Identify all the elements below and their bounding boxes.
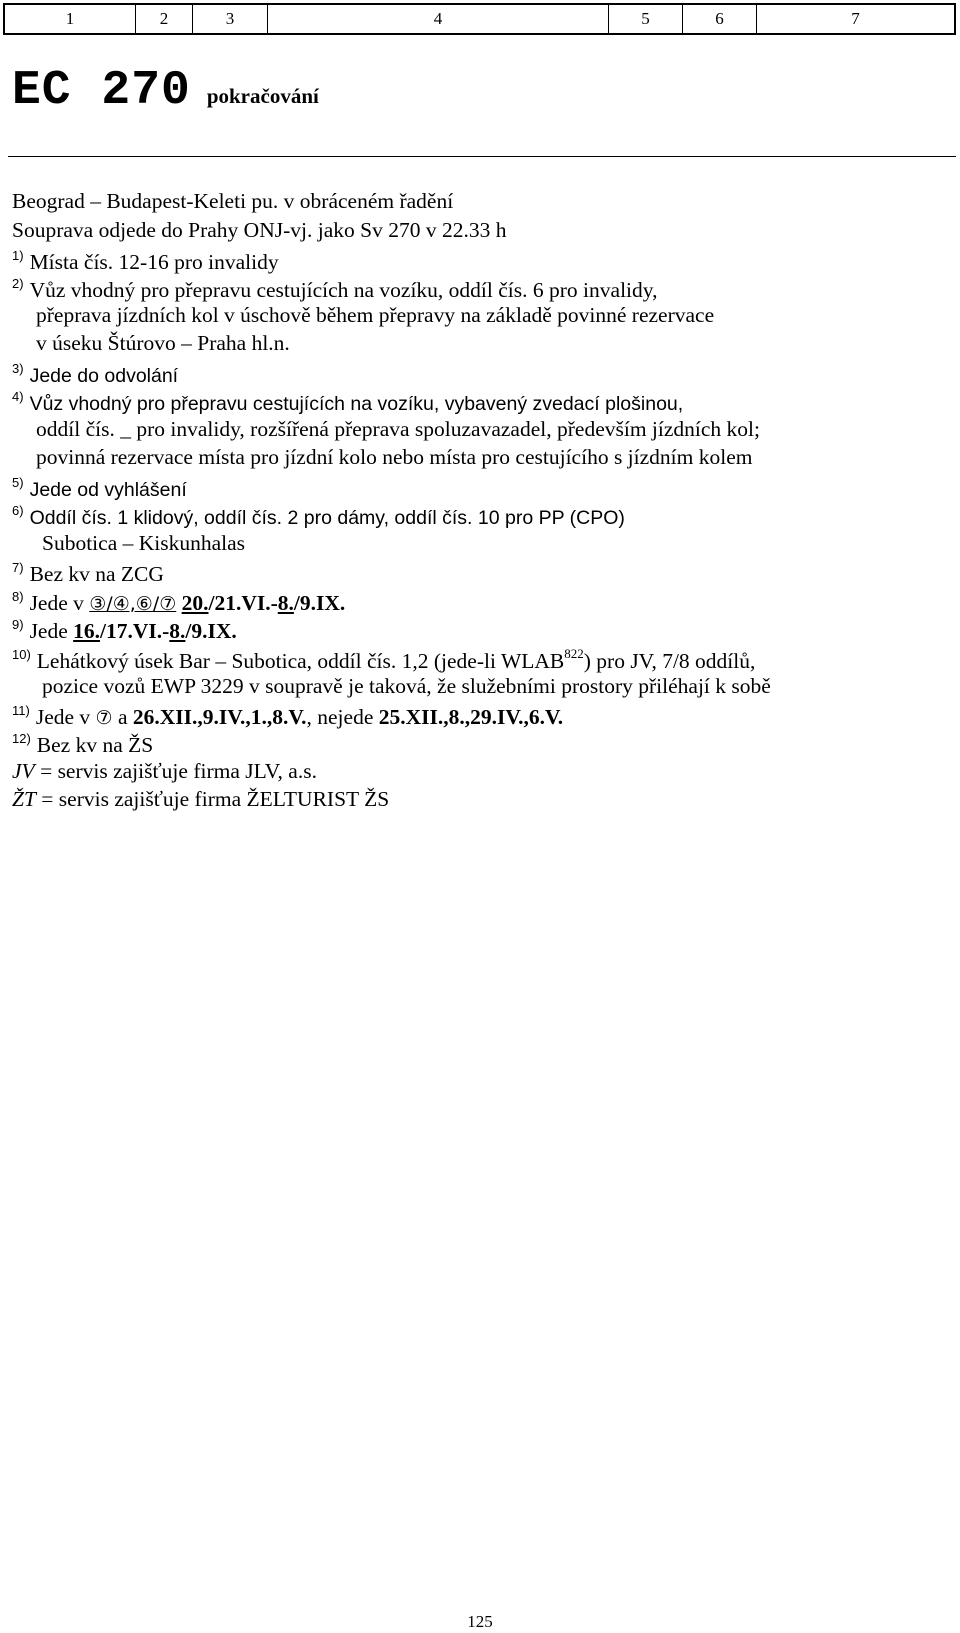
- note-3: [12, 362, 178, 387]
- column-header-7: 7: [851, 9, 860, 28]
- column-header-2: 2: [136, 5, 193, 33]
- column-header-row: [3, 3, 956, 35]
- note-8-mark: 8): [12, 589, 24, 604]
- train-code: EC 270: [12, 64, 191, 118]
- note-10: [12, 647, 755, 673]
- note-11-day-symbol: ⑦: [95, 707, 113, 729]
- note-12-text: Bez kv na ŽS: [36, 733, 154, 757]
- note-8-date-3: 8.: [277, 591, 294, 615]
- note-7-text: Bez kv na ZCG: [29, 562, 164, 586]
- note-8: [12, 590, 345, 615]
- zt-service-line: [12, 789, 389, 811]
- note-10-text-post: ) pro JV, 7/8 oddílů,: [583, 649, 756, 673]
- note-10-line-b: pozice vozů EWP 3229 v soupravě je taková, že služebními prostory přiléhají k sobě: [42, 674, 771, 698]
- note-9: [12, 618, 237, 643]
- note-12-mark: 12): [12, 731, 31, 746]
- note-9-prefix: Jede: [29, 619, 68, 643]
- jv-abbreviation: JV: [12, 759, 35, 783]
- note-11-prefix: Jede v: [35, 705, 91, 729]
- note-5-mark: 5): [12, 475, 24, 490]
- train-title: [12, 64, 319, 118]
- note-4-line-c: povinná rezervace místa pro jízdní kolo nebo místa pro cestujícího s jízdním kolem: [36, 445, 753, 469]
- zt-service-text: = servis zajišťuje firma ŽELTURIST ŽS: [35, 787, 390, 811]
- note-6-text-a: Oddíl čís. 1 klidový, oddíl čís. 2 pro dámy, oddíl čís. 10 pro PP (CPO): [29, 507, 625, 529]
- note-12: [12, 732, 153, 757]
- note-11-dates-not-run: 25.XII.,8.,29.IV.,6.V.: [378, 705, 564, 729]
- note-11-mark: 11): [12, 703, 30, 718]
- route-line: Beograd – Budapest-Keleti pu. v obráceném řadění: [12, 189, 454, 213]
- note-4-line-b: oddíl čís. _ pro invalidy, rozšířená přeprava spoluzavazadel, především jízdních kol;: [36, 417, 760, 441]
- note-4: [12, 390, 683, 415]
- note-6-mark: 6): [12, 503, 24, 518]
- note-8-day-symbols: ③/④,⑥/⑦: [89, 593, 177, 615]
- note-2-line-b: přeprava jízdních kol v úschově během přepravy na základě povinné rezervace: [36, 303, 715, 327]
- column-header-4: 4: [268, 5, 609, 33]
- note-1-mark: 1): [12, 248, 24, 263]
- departure-line: Souprava odjede do Prahy ONJ-vj. jako Sv 270 v 22.33 h: [12, 218, 507, 242]
- note-1: [12, 249, 279, 274]
- note-11-dates-run: 26.XII.,9.IV.,1.,8.V.: [132, 705, 307, 729]
- note-2-text-a: Vůz vhodný pro přepravu cestujících na vozíku, oddíl čís. 6 pro invalidy,: [29, 278, 658, 302]
- note-6-line-b: Subotica – Kiskunhalas: [42, 531, 246, 555]
- page-number: 125: [467, 1612, 493, 1631]
- note-5: [12, 476, 187, 501]
- note-9-date-1: 16.: [73, 619, 101, 643]
- note-8-date-4: /9.IX.: [293, 591, 346, 615]
- note-3-mark: 3): [12, 361, 24, 376]
- note-10-mark: 10): [12, 647, 31, 662]
- jv-service-text: = servis zajišťuje firma JLV, a.s.: [34, 759, 317, 783]
- note-6: [12, 504, 625, 529]
- note-10-text-pre: Lehátkový úsek Bar – Subotica, oddíl čís. 1,2 (jede-li WLAB: [36, 649, 565, 673]
- column-header-5: 5: [609, 5, 683, 33]
- note-9-date-2: /17.VI.-: [100, 619, 170, 643]
- note-4-mark: 4): [12, 389, 24, 404]
- note-3-text: Jede do odvolání: [29, 365, 179, 387]
- note-9-date-3: 8.: [169, 619, 186, 643]
- note-1-text: Místa čís. 12-16 pro invalidy: [29, 250, 279, 274]
- column-header-3: 3: [193, 5, 268, 33]
- jv-service-line: [12, 761, 317, 783]
- note-5-text: Jede od vyhlášení: [29, 479, 187, 501]
- note-8-prefix: Jede v: [29, 591, 84, 615]
- note-11-not-running: , nejede: [306, 705, 374, 729]
- zt-abbreviation: ŽT: [12, 787, 36, 811]
- note-9-date-4: /9.IX.: [185, 619, 237, 643]
- column-header-6: 6: [683, 5, 757, 33]
- note-2: [12, 277, 658, 302]
- note-8-date-2: /21.VI.-: [208, 591, 278, 615]
- column-header-1: 1: [5, 5, 136, 33]
- note-9-mark: 9): [12, 617, 24, 632]
- title-divider: [8, 156, 956, 157]
- note-2-mark: 2): [12, 276, 24, 291]
- note-11-and: a: [117, 705, 128, 729]
- note-2-line-c: v úseku Štúrovo – Praha hl.n.: [36, 331, 290, 355]
- note-4-text-a: Vůz vhodný pro přepravu cestujících na vozíku, vybavený zvedací plošinou,: [29, 393, 684, 415]
- note-10-wagon-number: 822: [564, 646, 584, 661]
- note-11: [12, 704, 563, 729]
- note-7-mark: 7): [12, 560, 24, 575]
- note-7: [12, 561, 164, 586]
- continuation-label: pokračování: [206, 84, 319, 108]
- note-8-date-1: 20.: [181, 591, 209, 615]
